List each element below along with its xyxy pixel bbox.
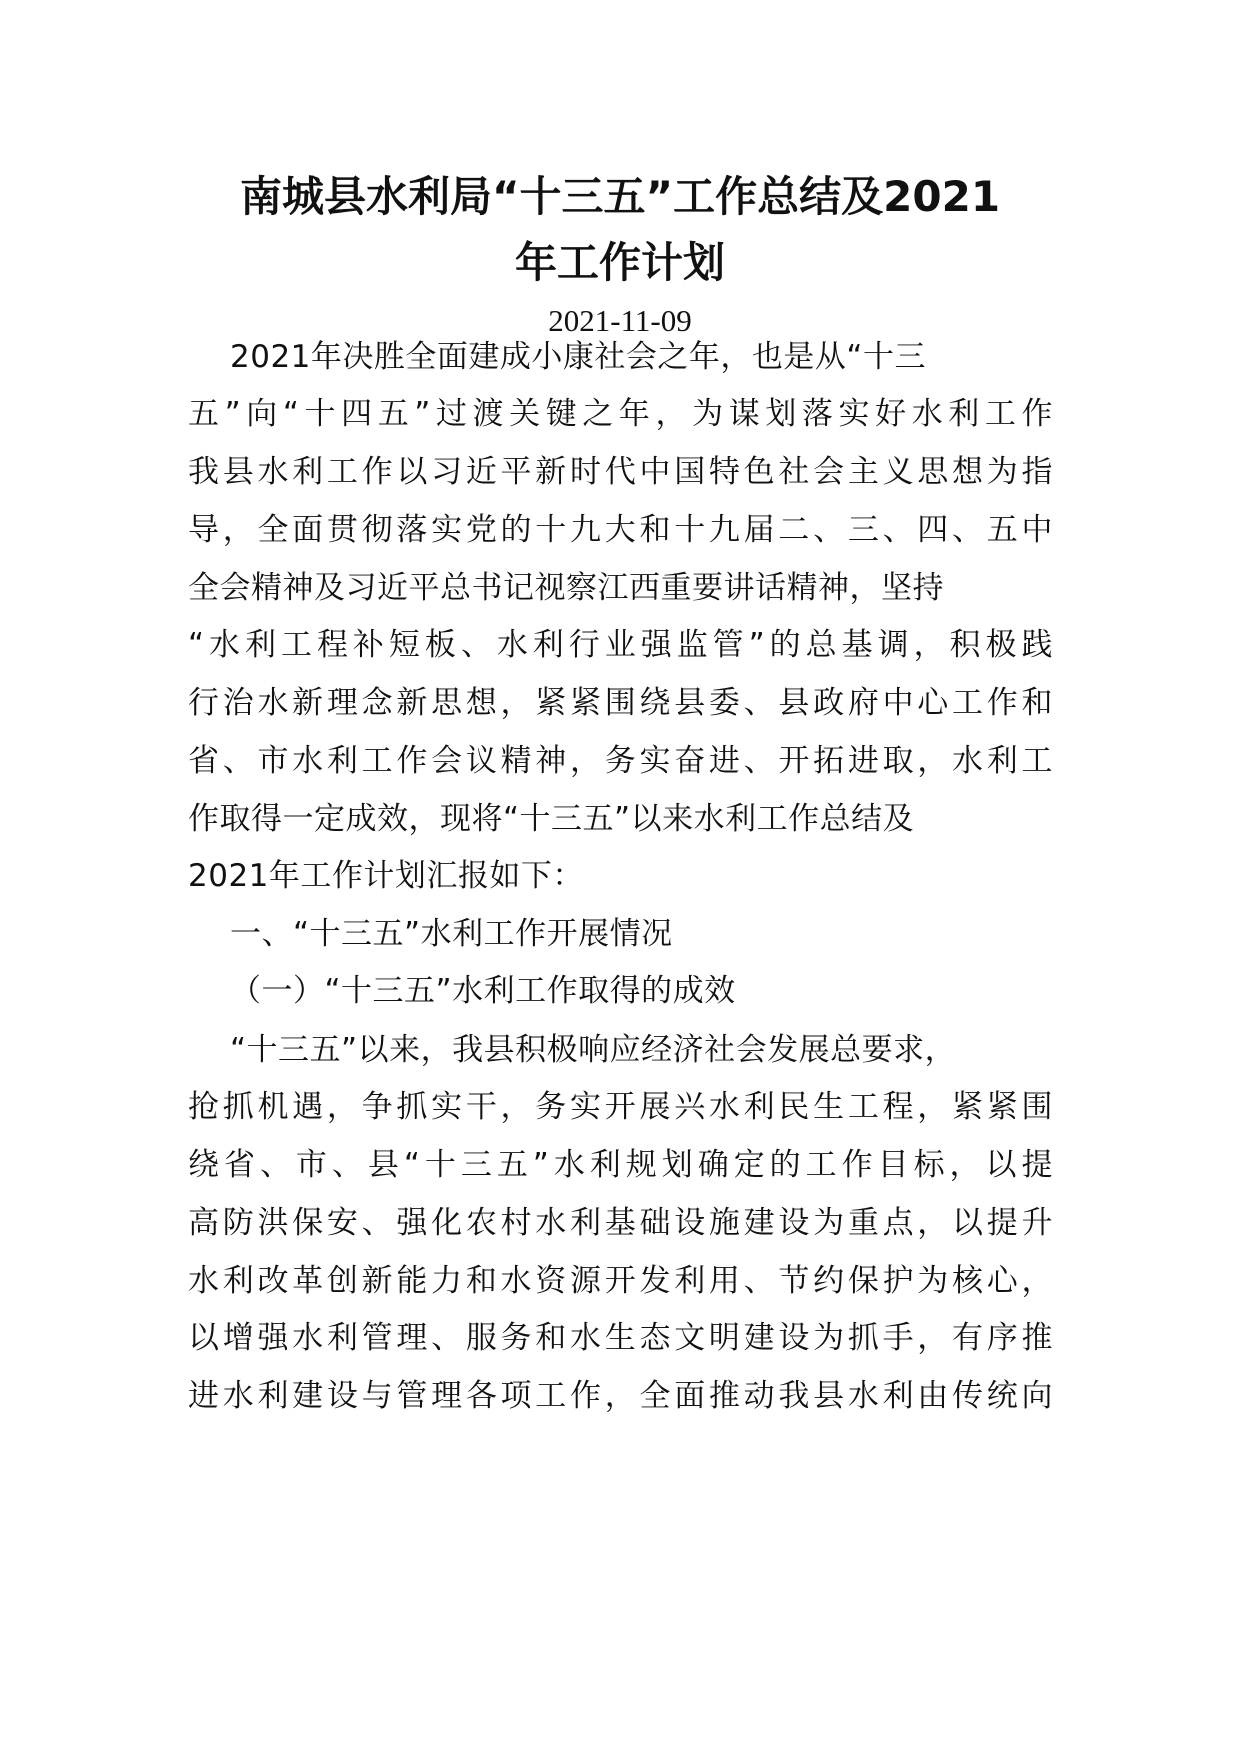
section-heading: 一、“十三五”水利工作开展情况: [230, 916, 673, 952]
paragraph-line: 五”向“十四五”过渡关键之年，为谋划落实好水利工作: [188, 396, 1053, 432]
paragraph-line: 导，全面贯彻落实党的十九大和十九届二、三、四、五中: [188, 512, 1053, 548]
document-date: 2021-11-09: [548, 303, 692, 338]
document-title-line-2: 年工作计划: [514, 238, 725, 287]
subsection-heading: （一）“十三五”水利工作取得的成效: [230, 973, 736, 1009]
paragraph-line: 作取得一定成效，现将“十三五”以来水利工作总结及: [188, 801, 915, 837]
paragraph-line: 水利改革创新能力和水资源开发利用、节约保护为核心，: [188, 1263, 1053, 1299]
document-title-line-1: 南城县水利局“十三五”工作总结及2021: [239, 172, 1001, 221]
paragraph-line: 2021年工作计划汇报如下：: [188, 858, 584, 894]
paragraph-line: 高防洪保安、强化农村水利基础设施建设为重点，以提升: [188, 1205, 1053, 1241]
paragraph-line: 行治水新理念新思想，紧紧围绕县委、县政府中心工作和: [188, 685, 1053, 721]
paragraph-line: 绕省、市、县“十三五”水利规划确定的工作目标，以提: [188, 1147, 1053, 1183]
paragraph-line: “水利工程补短板、水利行业强监管”的总基调，积极践: [188, 627, 1053, 663]
paragraph-line: 全会精神及习近平总书记视察江西重要讲话精神，坚持: [188, 570, 944, 606]
paragraph-line: 省、市水利工作会议精神，务实奋进、开拓进取，水利工: [188, 743, 1053, 779]
paragraph-line: 我县水利工作以习近平新时代中国特色社会主义思想为指: [188, 454, 1053, 490]
paragraph-line: 2021年决胜全面建成小康社会之年，也是从“十三: [230, 339, 926, 375]
paragraph-line: 进水利建设与管理各项工作，全面推动我县水利由传统向: [188, 1378, 1053, 1414]
paragraph-line: “十三五”以来，我县积极响应经济社会发展总要求，: [230, 1032, 957, 1068]
paragraph-line: 以增强水利管理、服务和水生态文明建设为抓手，有序推: [188, 1320, 1053, 1356]
paragraph-line: 抢抓机遇，争抓实干，务实开展兴水利民生工程，紧紧围: [188, 1089, 1053, 1125]
